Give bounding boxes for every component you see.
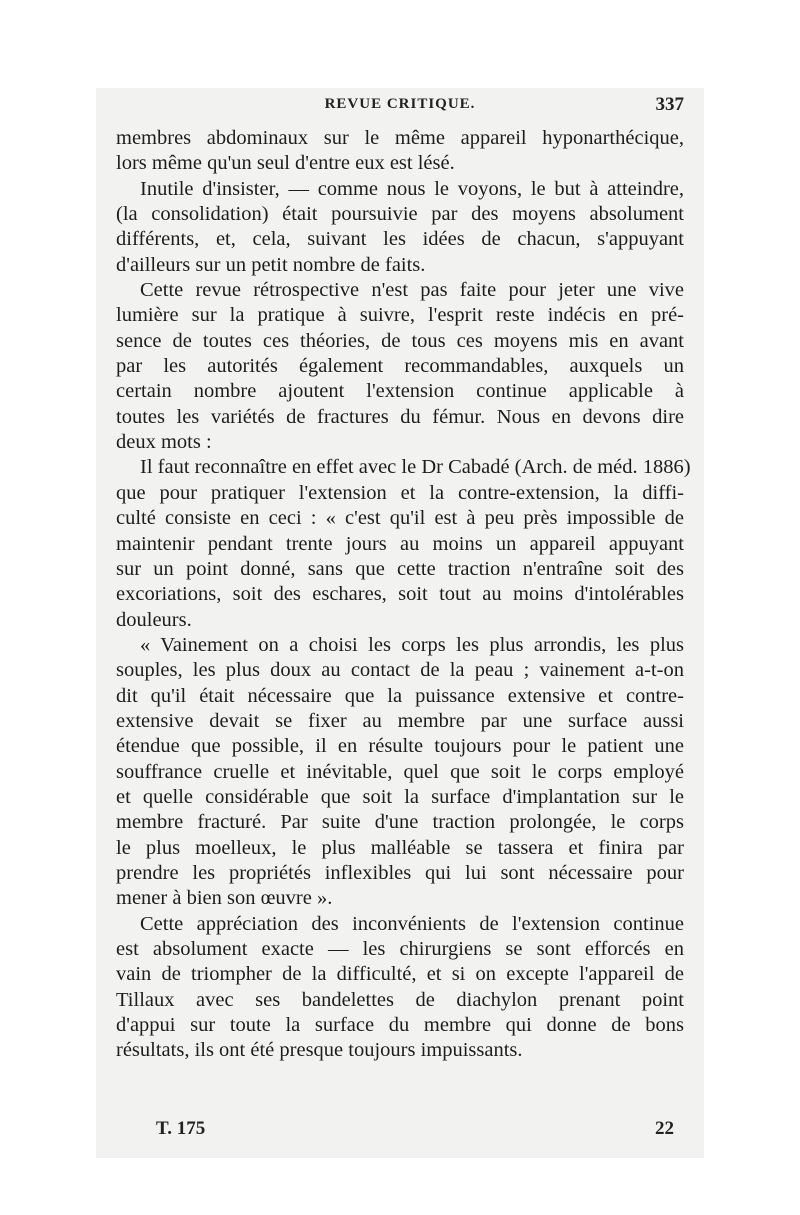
text-line: culté consiste en ceci : « c'est qu'il est à peu près impossible de xyxy=(116,507,684,530)
text-line: étendue que possible, il en résulte toujours pour le patient une xyxy=(116,735,684,758)
text-line: d'ailleurs sur un petit nombre de faits. xyxy=(116,253,426,276)
text-line: différents, et, cela, suivant les idées de chacun, s'appuyant xyxy=(116,228,684,251)
page-header xyxy=(116,96,684,122)
text-line: extensive devait se fixer au membre par une surface aussi xyxy=(116,709,684,732)
signature-mark: T. 175 xyxy=(156,1118,206,1139)
text-line: Cette revue rétrospective n'est pas faite pour jeter une vive xyxy=(140,279,684,302)
text-line: souples, les plus doux au contact de la peau ; vainement a-t-on xyxy=(116,659,684,682)
text-line: « Vainement on a choisi les corps les plus arrondis, les plus xyxy=(140,633,684,656)
text-line: par les autorités également recommandables, auxquels un xyxy=(116,355,684,378)
text-line: Il faut reconnaître en effet avec le Dr Cabadé (Arch. de méd. 1886) xyxy=(140,456,691,479)
text-line: membres abdominaux sur le même appareil hyponarthécique, xyxy=(116,127,684,149)
text-line: le plus moelleux, le plus malléable se tassera et finira par xyxy=(116,836,684,859)
text-line: est absolument exacte — les chirurgiens se sont efforcés en xyxy=(116,938,684,960)
text-line: maintenir pendant trente jours au moins un appareil appuyant xyxy=(116,532,684,555)
text-line: sence de toutes ces théories, de tous ces moyens mis en avant xyxy=(116,329,684,352)
text-line: Cette appréciation des inconvénients de l'extension continue xyxy=(140,912,684,935)
text-line: certain nombre ajoutent l'extension continue applicable à xyxy=(116,380,684,403)
running-head: REVUE CRITIQUE. xyxy=(324,96,476,112)
text-line: excoriations, soit des eschares, soit tout au moins d'intolérables xyxy=(116,583,684,606)
page-number: 337 xyxy=(655,94,684,115)
sheet-number: 22 xyxy=(655,1118,674,1139)
text-line: d'appui sur toute la surface du membre qui donne de bons xyxy=(116,1014,684,1037)
text-line: dit qu'il était nécessaire que la puissance extensive et contre- xyxy=(116,684,684,707)
text-line: douleurs. xyxy=(116,608,192,631)
text-line: Tillaux avec ses bandelettes de diachylon prenant point xyxy=(116,988,684,1011)
text-line: sur un point donné, sans que cette traction n'entraîne soit des xyxy=(116,557,684,580)
text-line: mener à bien son œuvre ». xyxy=(116,887,333,910)
text-line: que pour pratiquer l'extension et la contre-extension, la diffi- xyxy=(116,481,684,504)
text-line: (la consolidation) était poursuivie par des moyens absolument xyxy=(116,203,684,226)
body-text xyxy=(116,126,691,1064)
text-line: vain de triompher de la difficulté, et si on excepte l'appareil de xyxy=(116,963,684,986)
text-line: deux mots : xyxy=(116,431,212,454)
text-line: Inutile d'insister, — comme nous le voyons, le but à atteindre, xyxy=(140,177,684,200)
text-line: lors même qu'un seul d'entre eux est lésé. xyxy=(116,152,455,175)
text-line: souffrance cruelle et inévitable, quel que soit le corps employé xyxy=(116,760,684,783)
text-line: toutes les variétés de fractures du fémur. Nous en devons dire xyxy=(116,405,684,428)
text-line: résultats, ils ont été presque toujours impuissants. xyxy=(116,1039,523,1062)
text-line: lumière sur la pratique à suivre, l'esprit reste indécis en pré- xyxy=(116,304,684,327)
text-line: et quelle considérable que soit la surface d'implantation sur le xyxy=(116,785,684,808)
page-footer xyxy=(116,1118,684,1146)
text-line: membre fracturé. Par suite d'une traction prolongée, le corps xyxy=(116,811,684,834)
text-line: prendre les propriétés inflexibles qui lui sont nécessaire pour xyxy=(116,861,684,884)
